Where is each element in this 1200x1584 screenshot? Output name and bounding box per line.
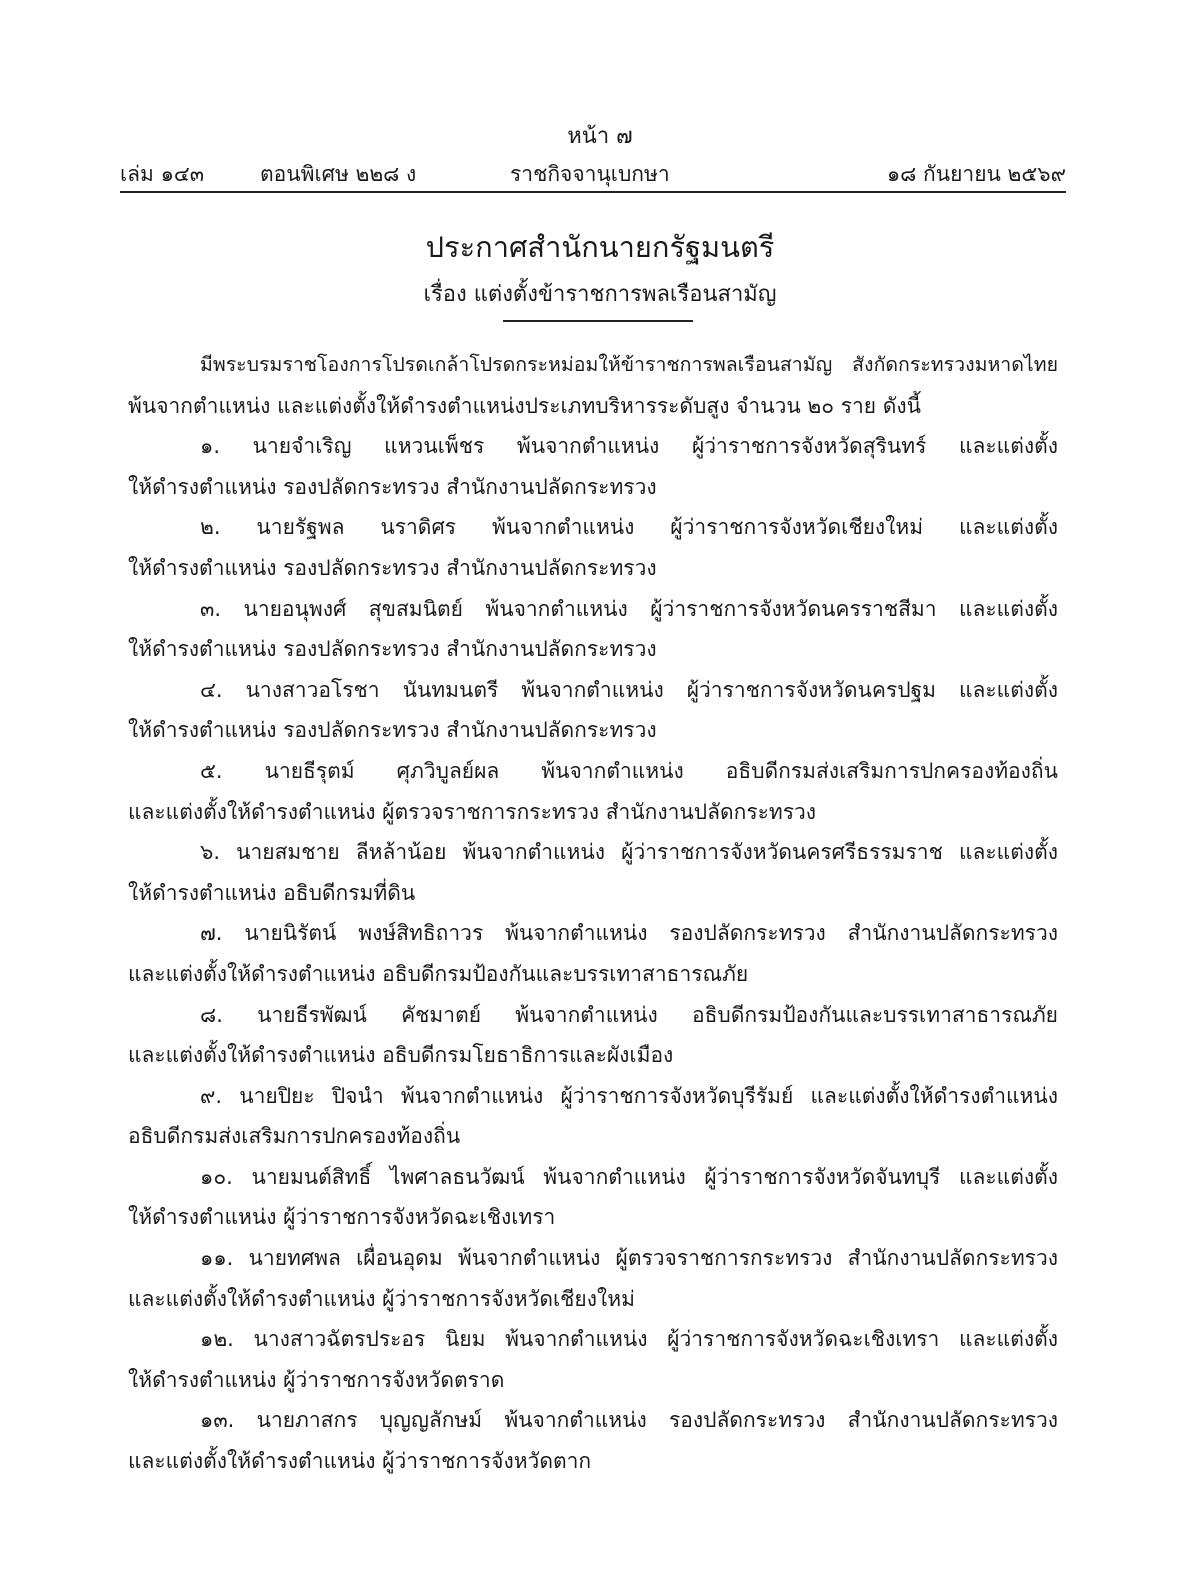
- list-item-continuation: ให้ดำรงตำแหน่ง รองปลัดกระทรวง สำนักงานปลัดกระทรวง: [128, 637, 657, 662]
- list-item-continuation: และแต่งตั้งให้ดำรงตำแหน่ง ผู้ว่าราชการจังหวัดเชียงใหม่: [128, 1286, 635, 1311]
- page-number: หน้า ๗: [567, 124, 633, 149]
- preamble-line: พ้นจากตำแหน่ง และแต่งตั้งให้ดำรงตำแหน่งประเภทบริหารระดับสูง จำนวน ๒๐ ราย ดังนี้: [128, 393, 922, 418]
- list-item-continuation: และแต่งตั้งให้ดำรงตำแหน่ง ผู้ว่าราชการจังหวัดตาก: [128, 1449, 592, 1474]
- title-divider: [503, 320, 693, 322]
- list-item-continuation: ให้ดำรงตำแหน่ง ผู้ว่าราชการจังหวัดฉะเชิงเทรา: [128, 1205, 556, 1230]
- list-item: ๔. นางสาวอโรชา นันทมนตรี พ้นจากตำแหน่ง ผู้ว่าราชการจังหวัดนครปฐม และแต่งตั้ง: [200, 677, 1058, 702]
- header-issue: ตอนพิเศษ ๒๒๘ ง: [260, 162, 417, 186]
- list-item-continuation: ให้ดำรงตำแหน่ง รองปลัดกระทรวง สำนักงานปลัดกระทรวง: [128, 718, 657, 743]
- list-item-continuation: และแต่งตั้งให้ดำรงตำแหน่ง ผู้ตรวจราชการกระทรวง สำนักงานปลัดกระทรวง: [128, 799, 817, 824]
- preamble-line: มีพระบรมราชโองการโปรดเกล้าโปรดกระหม่อมให้ข้าราชการพลเรือนสามัญ สังกัดกระทรวงมหาดไทย: [200, 353, 1058, 376]
- list-item-continuation: อธิบดีกรมส่งเสริมการปกครองท้องถิ่น: [128, 1124, 461, 1149]
- list-item-continuation: ให้ดำรงตำแหน่ง อธิบดีกรมที่ดิน: [128, 880, 416, 905]
- list-item: ๑๒. นางสาวฉัตรประอร นิยม พ้นจากตำแหน่ง ผู้ว่าราชการจังหวัดฉะเชิงเทรา และแต่งตั้ง: [200, 1327, 1058, 1352]
- document-body: [128, 345, 1058, 1482]
- list-item: ๑๓. นายภาสกร บุญญลักษม์ พ้นจากตำแหน่ง รองปลัดกระทรวง สำนักงานปลัดกระทรวง: [200, 1408, 1058, 1433]
- header-gazette-name: ราชกิจจานุเบกษา: [510, 162, 670, 186]
- list-item: ๑๑. นายทศพล เผื่อนอุดม พ้นจากตำแหน่ง ผู้ตรวจราชการกระทรวง สำนักงานปลัดกระทรวง: [200, 1246, 1058, 1271]
- list-item-continuation: ให้ดำรงตำแหน่ง รองปลัดกระทรวง สำนักงานปลัดกระทรวง: [128, 474, 657, 499]
- document-subject: เรื่อง แต่งตั้งข้าราชการพลเรือนสามัญ: [423, 282, 777, 307]
- document-title: ประกาศสำนักนายกรัฐมนตรี: [425, 230, 775, 264]
- header-volume: เล่ม ๑๔๓: [120, 162, 205, 186]
- header-date: ๑๘ กันยายน ๒๕๖๙: [886, 162, 1066, 186]
- list-item: ๕. นายธีรุตม์ ศุภวิบูลย์ผล พ้นจากตำแหน่ง อธิบดีกรมส่งเสริมการปกครองท้องถิ่น: [200, 758, 1058, 783]
- list-item-continuation: ให้ดำรงตำแหน่ง ผู้ว่าราชการจังหวัดตราด: [128, 1367, 505, 1392]
- list-item: ๖. นายสมชาย ลีหล้าน้อย พ้นจากตำแหน่ง ผู้ว่าราชการจังหวัดนครศรีธรรมราช และแต่งตั้ง: [200, 840, 1058, 865]
- list-item: ๙. นายปิยะ ปิจนำ พ้นจากตำแหน่ง ผู้ว่าราชการจังหวัดบุรีรัมย์ และแต่งตั้งให้ดำรงตำแหน่ง: [200, 1083, 1058, 1108]
- list-item-continuation: และแต่งตั้งให้ดำรงตำแหน่ง อธิบดีกรมโยธาธิการและผังเมือง: [128, 1043, 674, 1068]
- list-item: ๑. นายจำเริญ แหวนเพ็ชร พ้นจากตำแหน่ง ผู้ว่าราชการจังหวัดสุรินทร์ และแต่งตั้ง: [200, 434, 1058, 459]
- list-item: ๗. นายนิรัตน์ พงษ์สิทธิถาวร พ้นจากตำแหน่ง รองปลัดกระทรวง สำนักงานปลัดกระทรวง: [200, 921, 1058, 946]
- header-divider: [120, 191, 1066, 193]
- list-item-continuation: และแต่งตั้งให้ดำรงตำแหน่ง อธิบดีกรมป้องกันและบรรเทาสาธารณภัย: [128, 961, 749, 986]
- list-item-continuation: ให้ดำรงตำแหน่ง รองปลัดกระทรวง สำนักงานปลัดกระทรวง: [128, 555, 657, 580]
- list-item: ๒. นายรัฐพล นราดิศร พ้นจากตำแหน่ง ผู้ว่าราชการจังหวัดเชียงใหม่ และแต่งตั้ง: [200, 515, 1058, 540]
- list-item: ๓. นายอนุพงศ์ สุขสมนิตย์ พ้นจากตำแหน่ง ผู้ว่าราชการจังหวัดนครราชสีมา และแต่งตั้ง: [200, 596, 1058, 621]
- gazette-header: [120, 158, 1066, 190]
- list-item: ๘. นายธีรพัฒน์ คัชมาตย์ พ้นจากตำแหน่ง อธิบดีกรมป้องกันและบรรเทาสาธารณภัย: [200, 1002, 1058, 1027]
- list-item: ๑๐. นายมนต์สิทธิ์ ไพศาลธนวัฒน์ พ้นจากตำแหน่ง ผู้ว่าราชการจังหวัดจันทบุรี และแต่งตั้ง: [200, 1164, 1058, 1189]
